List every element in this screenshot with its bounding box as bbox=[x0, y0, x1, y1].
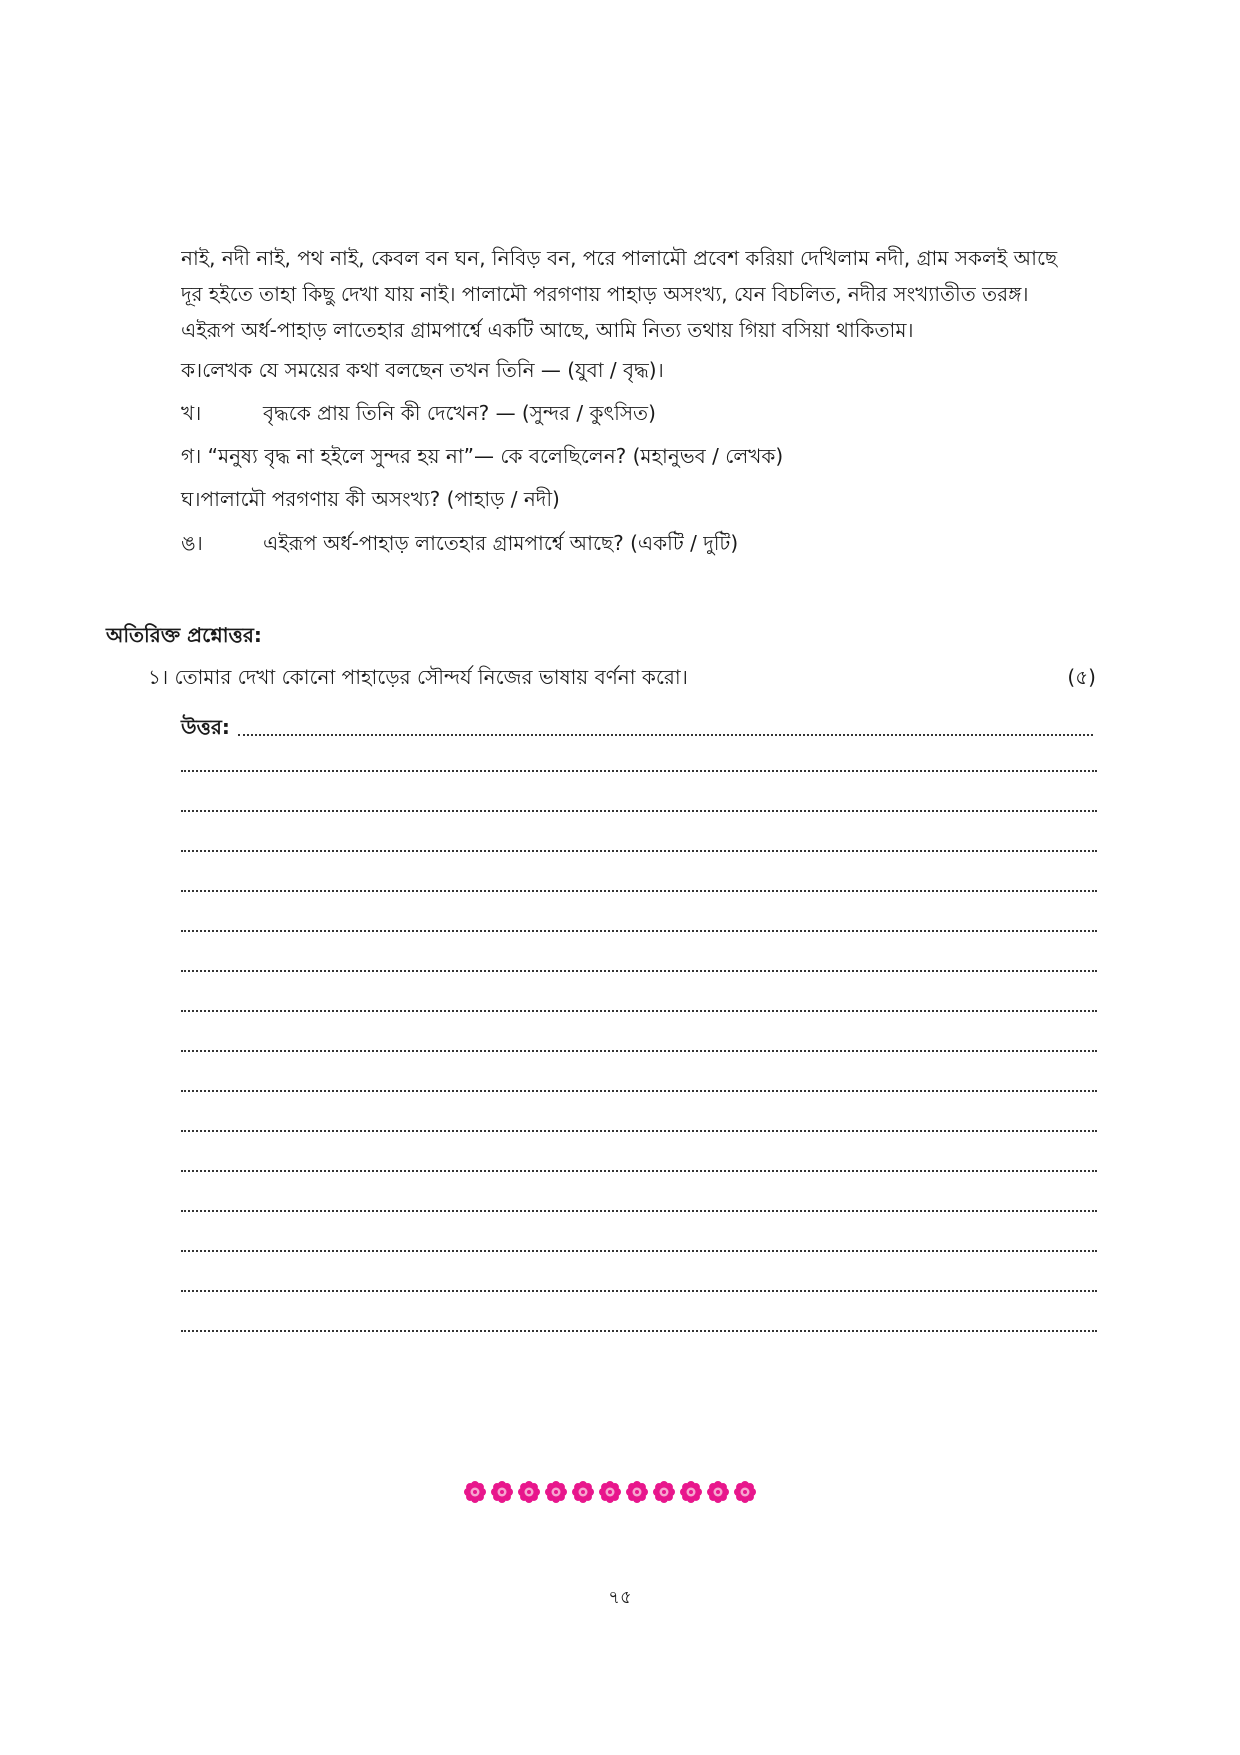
flower-icon bbox=[544, 1480, 568, 1504]
mcq-marker: খ। bbox=[181, 401, 202, 425]
mcq-item bbox=[181, 484, 1081, 514]
answer-dotted-line[interactable] bbox=[181, 1210, 1097, 1212]
flower-icon bbox=[517, 1480, 541, 1504]
passage-line: দূর হইতে তাহা কিছু দেখা যায় নাই। পালামৌ পরগণায় পাহাড় অসংখ্য, যেন বিচলিত, নদীর সংখ্যাতীত তরঙ্গ। bbox=[181, 282, 1029, 306]
passage-line: এইরূপ অর্ধ-পাহাড় লাতেহার গ্রামপার্শ্বে একটি আছে, আমি নিত্য তথায় গিয়া বসিয়া থাকিতাম। bbox=[181, 318, 914, 342]
page-number: ৭৫ bbox=[608, 1587, 632, 1608]
answer-dotted-line[interactable] bbox=[181, 890, 1097, 892]
answer-dotted-line[interactable] bbox=[181, 1010, 1097, 1012]
answer-dotted-line[interactable] bbox=[181, 1130, 1097, 1132]
answer-dotted-line[interactable] bbox=[238, 734, 1093, 736]
mcq-marker: ঘ। bbox=[181, 487, 201, 511]
answer-dotted-line[interactable] bbox=[181, 1170, 1097, 1172]
mcq-text: পালামৌ পরগণায় কী অসংখ্য? (পাহাড় / নদী) bbox=[200, 487, 560, 511]
flower-icon bbox=[652, 1480, 676, 1504]
mcq-item bbox=[181, 355, 1081, 385]
answer-dotted-line[interactable] bbox=[181, 930, 1097, 932]
flower-icon bbox=[490, 1480, 514, 1504]
answer-dotted-line[interactable] bbox=[181, 1250, 1097, 1252]
flower-icon bbox=[598, 1480, 622, 1504]
passage bbox=[181, 240, 1101, 348]
answer-dotted-line[interactable] bbox=[181, 810, 1097, 812]
answer-dotted-line[interactable] bbox=[181, 1330, 1097, 1332]
flower-icon bbox=[679, 1480, 703, 1504]
mcq-text: “মনুষ্য বৃদ্ধ না হইলে সুন্দর হয় না”— কে বলেছিলেন? (মহানুভব / লেখক) bbox=[201, 444, 784, 468]
mcq-marker: ঙ। bbox=[181, 531, 203, 555]
question-row bbox=[148, 662, 1096, 692]
answer-label: উত্তর: bbox=[181, 715, 230, 739]
answer-dotted-line[interactable] bbox=[181, 1290, 1097, 1292]
flower-icon bbox=[571, 1480, 595, 1504]
flower-icon bbox=[706, 1480, 730, 1504]
flower-icon bbox=[463, 1480, 487, 1504]
mcq-item bbox=[181, 528, 1081, 558]
answer-first-line[interactable] bbox=[181, 712, 1093, 742]
question-text: ১। তোমার দেখা কোনো পাহাড়ের সৌন্দর্য নিজের ভাষায় বর্ণনা করো। bbox=[148, 665, 688, 689]
mcq-marker: ক। bbox=[181, 358, 203, 382]
mcq-text: বৃদ্ধকে প্রায় তিনি কী দেখেন? — (সুন্দর / কুৎসিত) bbox=[263, 401, 656, 425]
mcq-item bbox=[181, 441, 1081, 471]
mcq-item bbox=[181, 398, 1081, 428]
mcq-marker: গ। bbox=[181, 444, 202, 468]
mcq-text: লেখক যে সময়ের কথা বলছেন তখন তিনি — (যুবা / বৃদ্ধ)। bbox=[202, 358, 664, 382]
mcq-text: এইরূপ অর্ধ-পাহাড় লাতেহার গ্রামপার্শ্বে আছে? (একটি / দুটি) bbox=[263, 531, 739, 555]
flower-icon bbox=[733, 1480, 757, 1504]
passage-line: নাই, নদী নাই, পথ নাই, কেবল বন ঘন, নিবিড় বন, পরে পালামৌ প্রবেশ করিয়া দেখিলাম নদী, গ্রাম সকলই আছে bbox=[181, 246, 1058, 270]
answer-dotted-line[interactable] bbox=[181, 970, 1097, 972]
section-title: অতিরিক্ত প্রশ্নোত্তর: bbox=[106, 623, 262, 647]
answer-dotted-line[interactable] bbox=[181, 850, 1097, 852]
question-marks: (৫) bbox=[1067, 665, 1096, 689]
flower-icon bbox=[625, 1480, 649, 1504]
answer-dotted-line[interactable] bbox=[181, 1050, 1097, 1052]
flower-divider bbox=[463, 1480, 757, 1504]
answer-dotted-line[interactable] bbox=[181, 1090, 1097, 1092]
answer-dotted-line[interactable] bbox=[181, 770, 1097, 772]
